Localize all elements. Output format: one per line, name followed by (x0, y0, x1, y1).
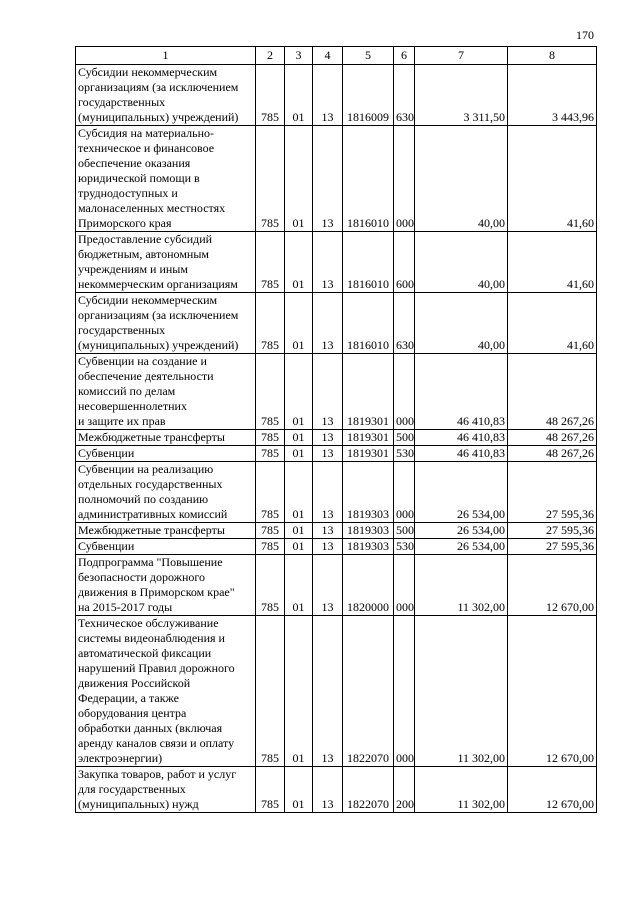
amount-col-7: 26 534,00 (415, 539, 508, 555)
expense-type-code: 200 (394, 767, 415, 813)
table-row (76, 446, 597, 462)
section-code: 01 (285, 767, 313, 813)
subsection-code: 13 (313, 293, 343, 354)
amount-col-7: 26 534,00 (415, 462, 508, 523)
amount-col-8: 41,60 (508, 232, 597, 293)
column-header: 7 (415, 47, 508, 65)
ministry-code: 785 (256, 523, 285, 539)
target-article-code: 1819301 (343, 430, 394, 446)
ministry-code: 785 (256, 446, 285, 462)
page-number: 170 (576, 28, 594, 42)
subsection-code: 13 (313, 555, 343, 616)
target-article-code: 1816010 (343, 126, 394, 232)
table-row (76, 555, 597, 616)
subsection-code: 13 (313, 446, 343, 462)
ministry-code: 785 (256, 430, 285, 446)
section-code: 01 (285, 539, 313, 555)
section-code: 01 (285, 354, 313, 430)
expense-type-code: 000 (394, 462, 415, 523)
header-row (76, 47, 597, 65)
amount-col-8: 27 595,36 (508, 539, 597, 555)
target-article-code: 1816010 (343, 232, 394, 293)
row-name: Подпрограмма "Повышение безопасности дорожного движения в Приморском крае" на 2015-2017 годы (76, 555, 256, 616)
column-header: 1 (76, 47, 256, 65)
target-article-code: 1819301 (343, 446, 394, 462)
subsection-code: 13 (313, 539, 343, 555)
table-row (76, 616, 597, 767)
expense-type-code: 000 (394, 126, 415, 232)
column-header: 3 (285, 47, 313, 65)
budget-table (75, 46, 597, 813)
section-code: 01 (285, 232, 313, 293)
target-article-code: 1822070 (343, 616, 394, 767)
expense-type-code: 000 (394, 616, 415, 767)
target-article-code: 1819303 (343, 539, 394, 555)
subsection-code: 13 (313, 523, 343, 539)
amount-col-8: 27 595,36 (508, 462, 597, 523)
table-row (76, 232, 597, 293)
table-row (76, 354, 597, 430)
amount-col-8: 48 267,26 (508, 430, 597, 446)
expense-type-code: 630 (394, 293, 415, 354)
row-name: Межбюджетные трансферты (76, 430, 256, 446)
target-article-code: 1819303 (343, 462, 394, 523)
section-code: 01 (285, 523, 313, 539)
ministry-code: 785 (256, 354, 285, 430)
column-header: 8 (508, 47, 597, 65)
ministry-code: 785 (256, 539, 285, 555)
amount-col-8: 41,60 (508, 126, 597, 232)
subsection-code: 13 (313, 430, 343, 446)
row-name: Субвенции на создание и обеспечение деятельности комиссий по делам несовершеннолетних и защите их прав (76, 354, 256, 430)
ministry-code: 785 (256, 65, 285, 126)
section-code: 01 (285, 65, 313, 126)
amount-col-7: 46 410,83 (415, 430, 508, 446)
amount-col-7: 11 302,00 (415, 767, 508, 813)
subsection-code: 13 (313, 232, 343, 293)
amount-col-8: 12 670,00 (508, 555, 597, 616)
amount-col-8: 3 443,96 (508, 65, 597, 126)
subsection-code: 13 (313, 354, 343, 430)
section-code: 01 (285, 126, 313, 232)
expense-type-code: 000 (394, 354, 415, 430)
table-row (76, 430, 597, 446)
expense-type-code: 000 (394, 555, 415, 616)
row-name: Субвенции (76, 539, 256, 555)
section-code: 01 (285, 555, 313, 616)
row-name: Субвенции (76, 446, 256, 462)
amount-col-8: 41,60 (508, 293, 597, 354)
subsection-code: 13 (313, 462, 343, 523)
ministry-code: 785 (256, 767, 285, 813)
column-header: 2 (256, 47, 285, 65)
table-row (76, 767, 597, 813)
amount-col-8: 48 267,26 (508, 354, 597, 430)
column-header: 6 (394, 47, 415, 65)
subsection-code: 13 (313, 65, 343, 126)
table-row (76, 126, 597, 232)
amount-col-7: 40,00 (415, 126, 508, 232)
expense-type-code: 630 (394, 65, 415, 126)
expense-type-code: 500 (394, 523, 415, 539)
target-article-code: 1822070 (343, 767, 394, 813)
table-row (76, 65, 597, 126)
ministry-code: 785 (256, 293, 285, 354)
subsection-code: 13 (313, 616, 343, 767)
table-row (76, 523, 597, 539)
target-article-code: 1819303 (343, 523, 394, 539)
target-article-code: 1820000 (343, 555, 394, 616)
amount-col-7: 46 410,83 (415, 446, 508, 462)
expense-type-code: 500 (394, 430, 415, 446)
row-name: Субвенции на реализацию отдельных государственных полномочий по созданию административных комиссий (76, 462, 256, 523)
column-header: 5 (343, 47, 394, 65)
amount-col-7: 11 302,00 (415, 555, 508, 616)
target-article-code: 1816009 (343, 65, 394, 126)
subsection-code: 13 (313, 126, 343, 232)
expense-type-code: 530 (394, 539, 415, 555)
amount-col-7: 3 311,50 (415, 65, 508, 126)
amount-col-7: 40,00 (415, 232, 508, 293)
table-row (76, 539, 597, 555)
amount-col-7: 11 302,00 (415, 616, 508, 767)
ministry-code: 785 (256, 462, 285, 523)
row-name: Субсидия на материально- техническое и финансовое обеспечение оказания юридической помощи в труднодоступных и малонаселенных местностях Приморского края (76, 126, 256, 232)
section-code: 01 (285, 462, 313, 523)
amount-col-7: 40,00 (415, 293, 508, 354)
amount-col-8: 12 670,00 (508, 767, 597, 813)
row-name: Техническое обслуживание системы видеонаблюдения и автоматической фиксации нарушений Правил дорожного движения Российской Федерации, а также оборудования центра обработки данных (включая аренду каналов связи и оплату электроэнергии) (76, 616, 256, 767)
section-code: 01 (285, 430, 313, 446)
ministry-code: 785 (256, 555, 285, 616)
row-name: Предоставление субсидий бюджетным, автономным учреждениям и иным некоммерческим организациям (76, 232, 256, 293)
section-code: 01 (285, 293, 313, 354)
target-article-code: 1816010 (343, 293, 394, 354)
expense-type-code: 530 (394, 446, 415, 462)
ministry-code: 785 (256, 616, 285, 767)
row-name: Субсидии некоммерческим организациям (за исключением государственных (муниципальных) учреждений) (76, 293, 256, 354)
table-row (76, 293, 597, 354)
section-code: 01 (285, 446, 313, 462)
expense-type-code: 600 (394, 232, 415, 293)
amount-col-7: 26 534,00 (415, 523, 508, 539)
ministry-code: 785 (256, 126, 285, 232)
ministry-code: 785 (256, 232, 285, 293)
row-name: Межбюджетные трансферты (76, 523, 256, 539)
section-code: 01 (285, 616, 313, 767)
amount-col-8: 48 267,26 (508, 446, 597, 462)
table-row (76, 462, 597, 523)
row-name: Субсидии некоммерческим организациям (за исключением государственных (муниципальных) учреждений) (76, 65, 256, 126)
subsection-code: 13 (313, 767, 343, 813)
amount-col-8: 12 670,00 (508, 616, 597, 767)
column-header: 4 (313, 47, 343, 65)
target-article-code: 1819301 (343, 354, 394, 430)
row-name: Закупка товаров, работ и услуг для государственных (муниципальных) нужд (76, 767, 256, 813)
amount-col-7: 46 410,83 (415, 354, 508, 430)
amount-col-8: 27 595,36 (508, 523, 597, 539)
